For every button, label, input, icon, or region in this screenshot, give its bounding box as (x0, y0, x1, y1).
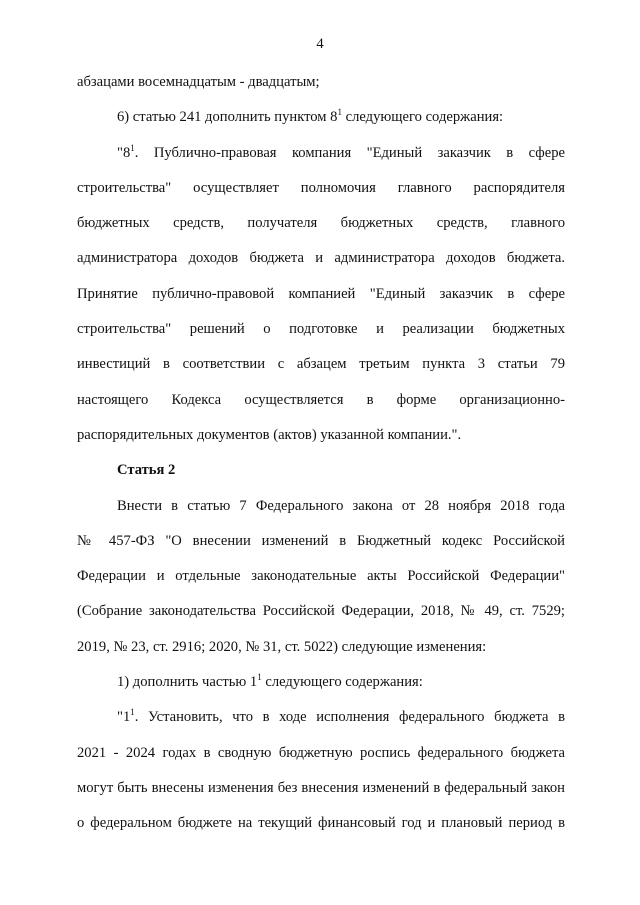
text-line: инвестиций в соответствии с абзацем третьим пункта 3 статьи 79 (77, 356, 565, 373)
page-number: 4 (316, 36, 324, 52)
superscript: 1 (337, 107, 342, 118)
article-heading: Статья 2 (117, 462, 176, 479)
superscript: 1 (257, 672, 262, 683)
text-line: № 457-ФЗ "О внесении изменений в Бюджетный кодекс Российской (77, 532, 565, 549)
text-line: могут быть внесены изменения без внесения изменений в федеральный закон (77, 779, 565, 796)
text-line: настоящего Кодекса осуществляется в форме организационно- (77, 391, 565, 408)
text-line: 2019, № 23, ст. 2916; 2020, № 31, ст. 5022) следующие изменения: (77, 638, 487, 655)
text-line: строительства" осуществляет полномочия главного распорядителя (77, 179, 565, 196)
superscript: 1 (130, 707, 135, 718)
text-line: Принятие публично-правовой компанией "Единый заказчик в сфере (77, 285, 565, 302)
superscript: 1 (130, 142, 135, 153)
text-line: распорядительных документов (актов) указанной компании.". (77, 426, 462, 443)
text-line: 2021 - 2024 годах в сводную бюджетную роспись федерального бюджета (77, 744, 565, 761)
document-body (77, 74, 565, 851)
text-line: бюджетных средств, получателя бюджетных средств, главного (77, 215, 565, 232)
text-line: "$1^1$. Установить, что в ходе исполнения федерального бюджета в (117, 707, 565, 726)
text-line: 6) статью 241 дополнить пунктом $8^1$ следующего содержания: (117, 107, 504, 126)
text-line: "$8^1$. Публично-правовая компания "Единый заказчик в сфере (117, 142, 565, 161)
text-line: строительства" решений о подготовке и реализации бюджетных (77, 321, 565, 338)
text-line: (Собрание законодательства Российской Федерации, 2018, № 49, ст. 7529; (77, 603, 565, 620)
text-line: Внести в статью 7 Федерального закона от 28 ноября 2018 года (117, 497, 565, 514)
text-line: абзацами восемнадцатым - двадцатым; (77, 74, 320, 90)
text-line: 1) дополнить частью $1^1$ следующего содержания: (117, 672, 423, 691)
text-line: Федерации и отдельные законодательные акты Российской Федерации" (77, 568, 565, 585)
text-line: о федеральном бюджете на текущий финансовый год и плановый период в (77, 815, 565, 832)
text-line: администратора доходов бюджета и администратора доходов бюджета. (77, 250, 565, 267)
